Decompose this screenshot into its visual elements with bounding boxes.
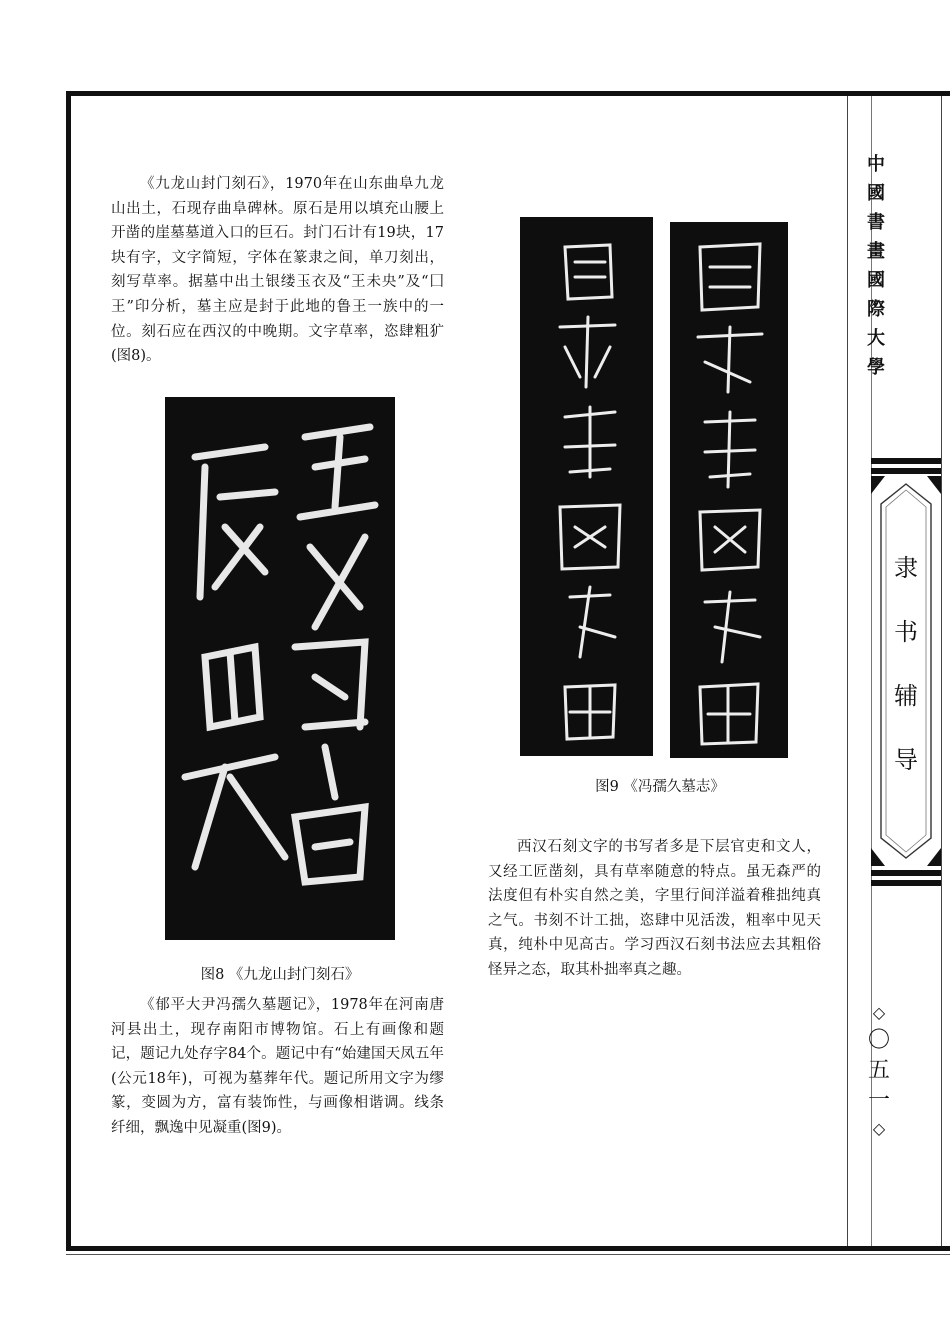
series-char: 中 bbox=[867, 154, 885, 175]
section-band-top-inner bbox=[871, 468, 941, 474]
section-char: 导 bbox=[894, 746, 918, 774]
figure-8-caption: 图8 《九龙山封门刻石》 bbox=[200, 967, 360, 983]
series-char: 書 bbox=[867, 212, 885, 233]
page-number-char: 一 bbox=[867, 1088, 890, 1113]
figure-8-rubbing bbox=[165, 397, 395, 940]
series-char: 際 bbox=[867, 299, 885, 320]
series-char: 大 bbox=[867, 328, 885, 349]
series-char: 國 bbox=[867, 183, 885, 204]
diamond-icon: ◇ bbox=[872, 1003, 886, 1022]
section-title bbox=[871, 536, 941, 792]
section-char: 隶 bbox=[894, 554, 918, 582]
section-band-top bbox=[871, 458, 941, 464]
section-char: 书 bbox=[894, 618, 918, 646]
paragraph-western-han-summary: 西汉石刻文字的书写者多是下层官吏和文人，又经工匠凿刻，具有草率随意的特点。虽无森严的法度但有朴实自然之美，字里行间洋溢着稚拙纯真之气。书刻不计工拙，恣肆中见活泼，粗率中见天真，纯朴中见高古。学习西汉石刻书法应去其粗俗怪异之态，取其朴拙率真之趣。 bbox=[488, 839, 821, 978]
rubbing-strokes-icon bbox=[165, 397, 395, 940]
frame-bottom-thin-rule bbox=[66, 1254, 950, 1255]
series-char: 學 bbox=[867, 357, 885, 378]
rubbing-strokes-icon bbox=[520, 217, 653, 756]
section-band-bottom-inner bbox=[871, 880, 941, 886]
frame-bottom-rule bbox=[66, 1246, 950, 1251]
section-char: 辅 bbox=[894, 682, 918, 710]
section-band-bottom bbox=[871, 870, 941, 876]
figure-9-rubbing-left bbox=[520, 217, 653, 756]
section-label-box bbox=[871, 476, 941, 866]
series-char: 國 bbox=[867, 270, 885, 291]
frame-left-rule bbox=[66, 91, 71, 1251]
paragraph-jiulongshan: 《九龙山封门刻石》，1970年在山东曲阜九龙山出土，石现存曲阜碑林。原石是用以填充山腰上开凿的崖墓墓道入口的巨石。封门石计有19块，17块有字，文字简短，字体在篆隶之间，单刀刻出，刻写草率。据墓中出土银缕玉衣及“王未央”及“囗王”印分析，墓主应是封于此地的鲁王一族中的一位。刻石应在西汉的中晚期。文字草率，恣肆粗犷(图8)。 bbox=[111, 176, 444, 365]
rubbing-strokes-icon bbox=[670, 222, 788, 758]
sidebar-rule-right bbox=[941, 96, 942, 1246]
paragraph-fengrujiu: 《郁平大尹冯孺久墓题记》，1978年在河南唐河县出土，现存南阳市博物馆。石上有画像和题记，题记九处存字84个。题记中有“始建国天凤五年(公元18年)，可视为墓葬年代。题记所用文字为缪篆，变圆为方，富有装饰性，与画像相谐调。线条纤细，飘逸中见凝重(图9)。 bbox=[111, 997, 444, 1136]
page-number-char: 五 bbox=[867, 1058, 890, 1083]
sidebar-rule-left bbox=[847, 96, 848, 1246]
figure-9-rubbing-right bbox=[670, 222, 788, 758]
diamond-icon: ◇ bbox=[872, 1119, 886, 1138]
series-char: 畫 bbox=[867, 241, 885, 262]
page-number-char: 〇 bbox=[867, 1028, 890, 1053]
series-title bbox=[866, 150, 886, 382]
frame-top-rule bbox=[66, 91, 950, 96]
figure-9-caption: 图9 《冯孺久墓志》 bbox=[595, 779, 725, 795]
page-number bbox=[859, 1000, 899, 1142]
